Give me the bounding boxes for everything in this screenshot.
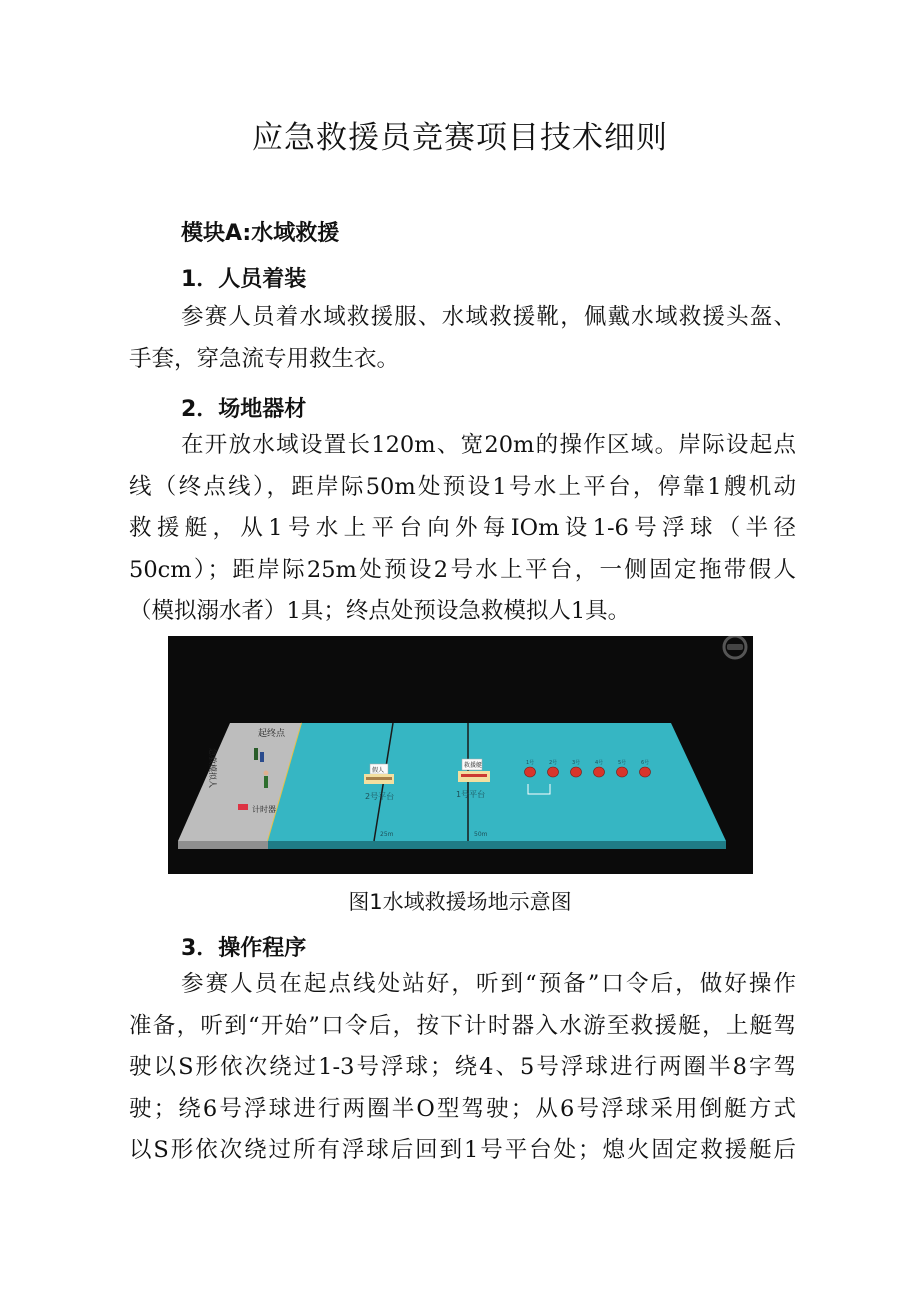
venue-diagram <box>168 636 753 874</box>
platform-1-label: 1号平台 <box>456 790 486 799</box>
section-3-line: 以S形依次绕过所有浮球后回到1号平台处；熄火固定救援艇后 <box>129 1137 796 1163</box>
section-2-body <box>129 425 796 633</box>
section-1-heading: 1．人员着装 <box>181 267 307 292</box>
buoy-5 <box>617 767 628 777</box>
water-surface <box>268 723 726 841</box>
module-heading: 模块A:水域救援 <box>181 221 340 246</box>
section-3-heading: 3．操作程序 <box>181 936 307 961</box>
buoy-label: 6号 <box>641 760 650 766</box>
platform-2-sign: 假人 <box>372 767 385 774</box>
section-2-line: 在开放水域设置长120m、宽20m的操作区域。岸际设起点 <box>181 432 796 458</box>
timer-icon <box>238 804 248 810</box>
distance-label-25m: 25m <box>380 831 394 838</box>
dummy-label: 急救模拟人 <box>208 748 217 788</box>
section-3-body <box>129 964 796 1172</box>
section-3-line: 参赛人员在起点线处站好，听到“预备”口令后，做好操作 <box>181 971 796 997</box>
buoy-label: 1号 <box>526 760 535 766</box>
buoy-label: 3号 <box>572 760 581 766</box>
section-2-line: 50cm）；距岸际25m处预设2号水上平台，一侧固定拖带假人 <box>129 556 796 583</box>
view-toggle-icon <box>724 636 746 658</box>
section-3-line: 准备，听到“开始”口令后，按下计时器入水游至救援艇，上艇驾 <box>129 1012 796 1039</box>
distance-label-50m: 50m <box>474 831 488 838</box>
section-3-line: 驶；绕6号浮球进行两圈半O型驾驶；从6号浮球采用倒艇方式 <box>129 1095 796 1122</box>
section-2-line: （模拟溺水者）1具；终点处预设急救模拟人1具。 <box>129 598 631 624</box>
shore-label: 起终点 <box>258 729 286 739</box>
document-title: 应急救援员竞赛项目技术细则 <box>252 120 668 156</box>
buoy-4 <box>594 767 605 777</box>
venue-diagram-figure <box>168 636 753 874</box>
section-1-line: 手套，穿急流专用救生衣。 <box>129 345 400 372</box>
buoy-label: 5号 <box>618 760 627 766</box>
buoy-2 <box>548 767 559 777</box>
section-1-body <box>129 297 796 380</box>
buoy-label: 2号 <box>549 760 558 766</box>
timer-label: 计时器 <box>252 805 276 814</box>
section-3-line: 驶以S形依次绕过1-3号浮球；绕4、5号浮球进行两圈半8字驾 <box>129 1054 796 1080</box>
figure-caption: 图1水域救援场地示意图 <box>348 890 572 914</box>
platform-1-sign: 救援艇 <box>464 762 483 769</box>
platform-2-label: 2号平台 <box>365 792 395 801</box>
buoy-3 <box>571 767 582 777</box>
section-1-line: 参赛人员着水域救援服、水域救援靴，佩戴水域救援头盔、 <box>181 304 796 330</box>
buoy-1 <box>525 767 536 777</box>
section-2-line: 线（终点线），距岸际50m处预设1号水上平台，停靠1艘机动 <box>129 473 796 500</box>
water-area <box>268 723 726 849</box>
section-2-heading: 2．场地器材 <box>181 397 307 422</box>
buoy-label: 4号 <box>595 760 604 766</box>
buoy-6 <box>640 767 651 777</box>
section-2-line: 救援艇，从1号水上平台向外每IOm设1-6号浮球（半径 <box>129 515 796 541</box>
